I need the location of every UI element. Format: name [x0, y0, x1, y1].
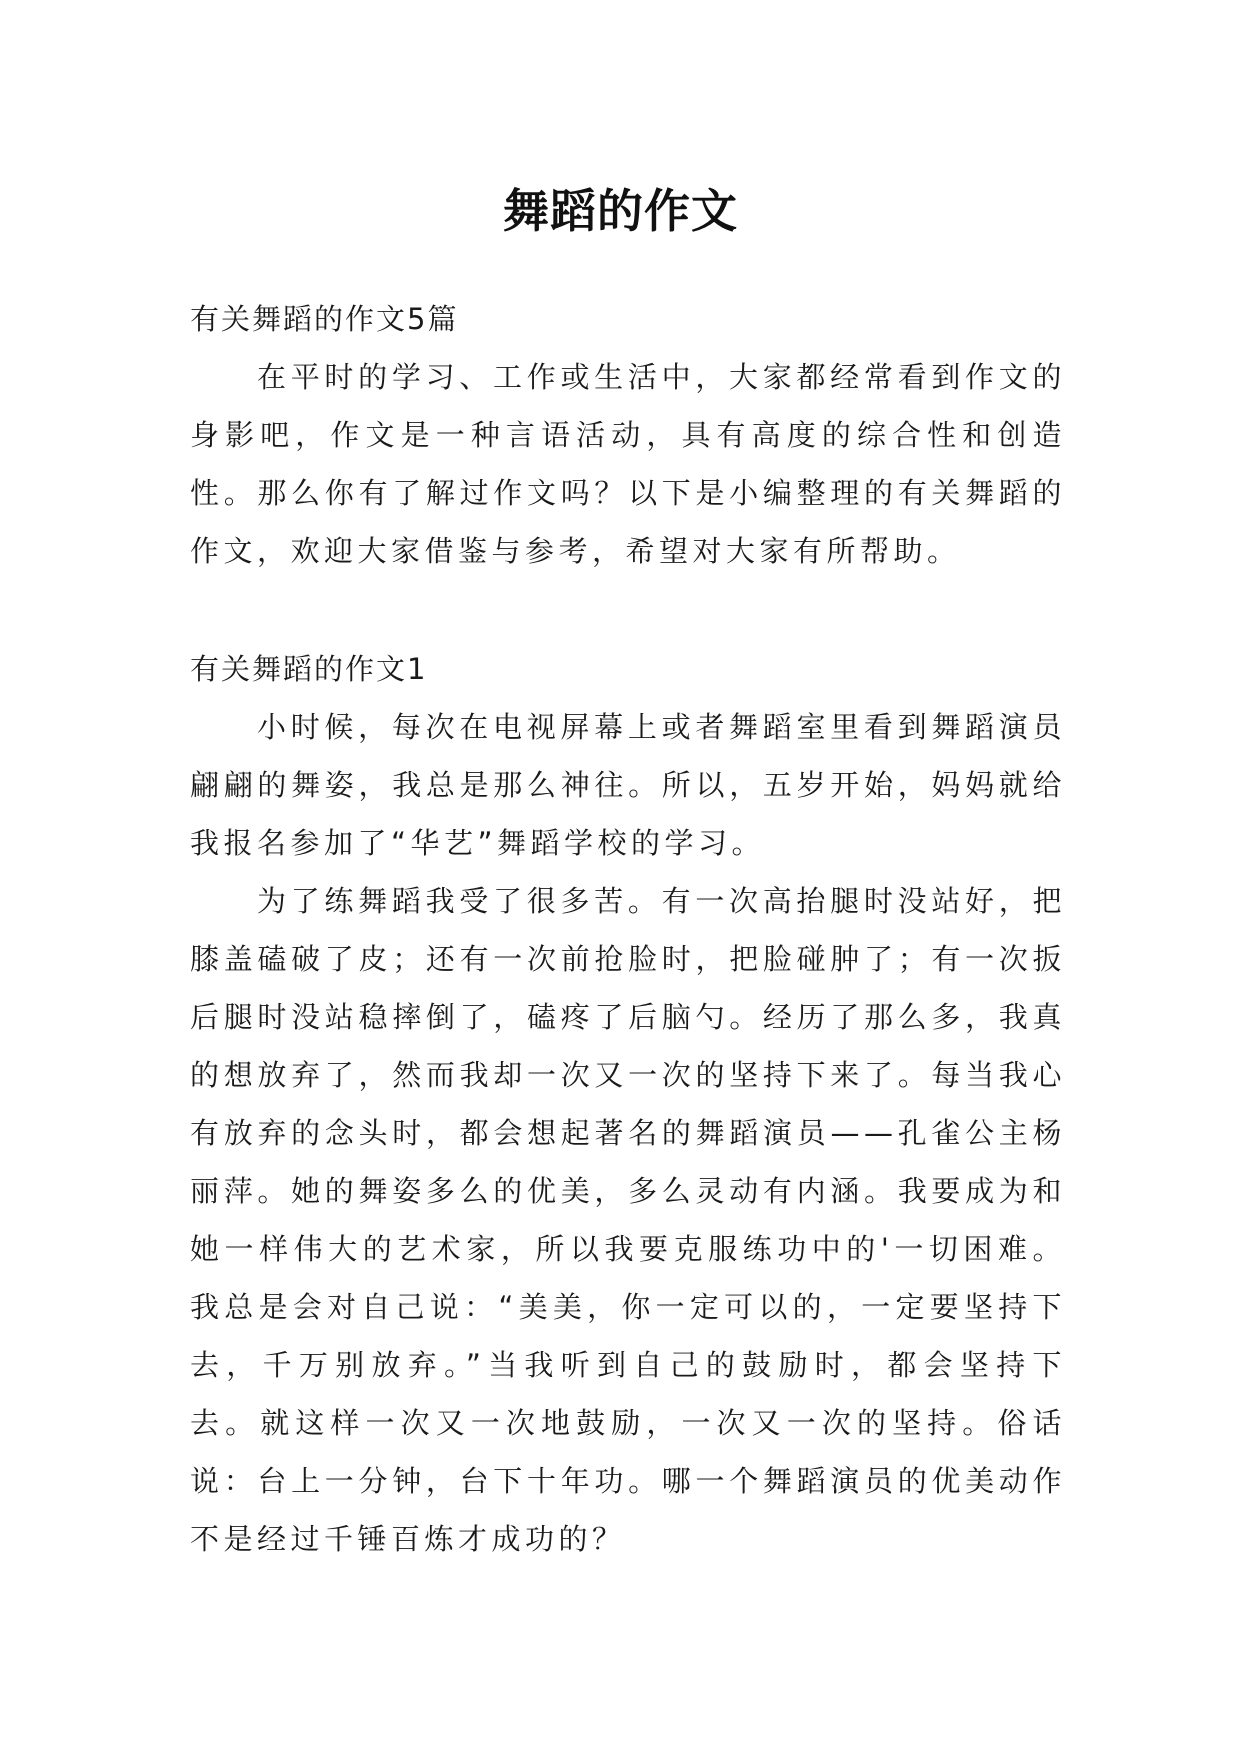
essay-1-heading: 有关舞蹈的作文1: [190, 652, 428, 686]
intro-section: [190, 348, 1066, 580]
essay-1-paragraph-2: 为了练舞蹈我受了很多苦。有一次高抬腿时没站好，把膝盖磕破了皮；还有一次前抢脸时，把脸碰肿了；有一次扳后腿时没站稳摔倒了，磕疼了后脑勺。经历了那么多，我真的想放弃了，然而我却一次又一次的坚持下来了。每当我心有放弃的念头时，都会想起著名的舞蹈演员——孔雀公主杨丽萍。她的舞姿多么的优美，多么灵动有内涵。我要成为和她一样伟大的艺术家，所以我要克服练功中的'一切困难。我总是会对自己说：“美美，你一定可以的，一定要坚持下去，千万别放弃。”当我听到自己的鼓励时，都会坚持下去。就这样一次又一次地鼓励，一次又一次的坚持。俗话说：台上一分钟，台下十年功。哪一个舞蹈演员的优美动作不是经过千锤百炼才成功的？: [190, 884, 1066, 1556]
essay-1-body: [190, 698, 1066, 1568]
intro-paragraph: 在平时的学习、工作或生活中，大家都经常看到作文的身影吧，作文是一种言语活动，具有高度的综合性和创造性。那么你有了解过作文吗？以下是小编整理的有关舞蹈的作文，欢迎大家借鉴与参考，希望对大家有所帮助。: [190, 360, 1066, 568]
document-title: 舞蹈的作文: [503, 183, 738, 238]
intro-heading: 有关舞蹈的作文5篇: [190, 302, 459, 336]
essay-1-paragraph-1: 小时候，每次在电视屏幕上或者舞蹈室里看到舞蹈演员翩翩的舞姿，我总是那么神往。所以，五岁开始，妈妈就给我报名参加了“华艺”舞蹈学校的学习。: [190, 710, 1066, 860]
